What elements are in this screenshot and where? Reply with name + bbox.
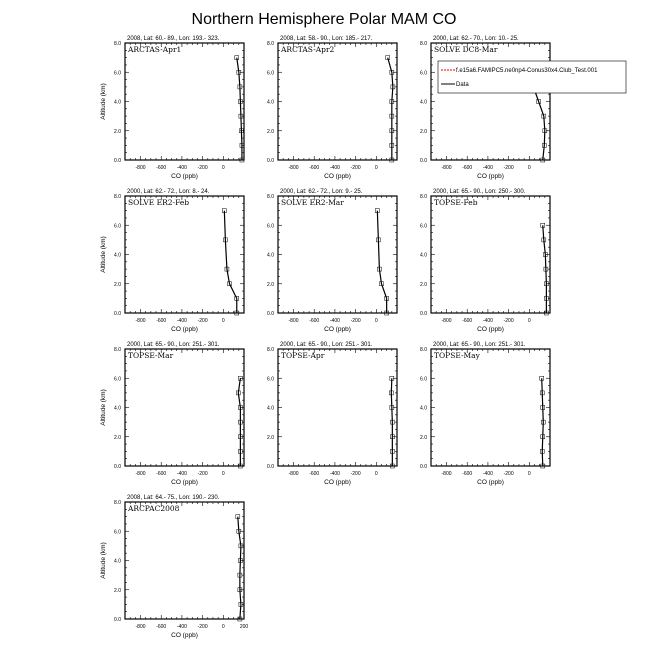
x-tick-label: -800 (135, 165, 146, 171)
y-tick-label: 8.0 (420, 41, 427, 47)
x-axis-label: CO (ppb) (477, 479, 504, 486)
x-axis-label: CO (ppb) (477, 173, 504, 180)
y-tick-label: 6.0 (420, 223, 427, 230)
x-tick-label: -800 (135, 624, 146, 630)
y-tick-label: 4.0 (114, 99, 121, 106)
x-tick-label: -600 (462, 471, 473, 477)
x-tick-label: -800 (441, 471, 452, 477)
panel-name: SOLVE ER2-Feb (128, 198, 190, 207)
x-tick-label: 0 (374, 471, 378, 477)
y-tick-label: 0.0 (267, 464, 274, 470)
y-tick-label: 2.0 (267, 434, 274, 441)
panel-1 (267, 36, 397, 180)
x-tick-label: -200 (197, 165, 208, 171)
plot-frame (125, 502, 244, 619)
x-tick-label: -200 (350, 165, 361, 171)
x-tick-label: 0 (221, 165, 225, 171)
panel-name: ARCPAC2008 (128, 504, 180, 513)
y-tick-label: 6.0 (267, 70, 274, 77)
y-tick-label: 8.0 (267, 41, 274, 47)
y-tick-label: 4.0 (267, 99, 274, 106)
x-tick-label: -600 (309, 471, 320, 477)
x-tick-label: -400 (329, 318, 340, 324)
panel-7 (267, 342, 397, 486)
x-tick-label: -400 (482, 318, 493, 324)
y-tick-label: 4.0 (114, 252, 121, 259)
y-tick-label: 8.0 (114, 41, 121, 47)
plot-frame (278, 349, 397, 466)
y-tick-label: 8.0 (114, 194, 121, 200)
chart-title: Northern Hemisphere Polar MAM CO (191, 11, 457, 28)
y-axis-label: Altitude (km) (100, 83, 107, 120)
y-tick-label: 6.0 (114, 223, 121, 230)
y-tick-label: 2.0 (267, 281, 274, 288)
legend-box (438, 61, 626, 93)
x-tick-label: -600 (309, 318, 320, 324)
panel-8 (420, 342, 550, 486)
panel-0 (100, 36, 244, 180)
y-tick-label: 0.0 (267, 158, 274, 164)
y-axis-label: Altitude (km) (100, 236, 107, 273)
y-tick-label: 2.0 (420, 128, 427, 135)
y-tick-label: 6.0 (420, 70, 427, 77)
y-tick-label: 6.0 (114, 70, 121, 77)
panel-9 (100, 495, 248, 639)
x-tick-label: -200 (197, 318, 208, 324)
y-tick-label: 8.0 (267, 347, 274, 353)
plot-frame (278, 43, 397, 160)
plot-frame (431, 349, 550, 466)
y-tick-label: 6.0 (114, 376, 121, 383)
panel-name: TOPSE-Feb (434, 198, 478, 207)
x-tick-label: -400 (176, 624, 187, 630)
x-tick-label: 200 (239, 624, 249, 630)
panel-subtitle: 2000, Lat: 65.- 90., Lon: 251.- 301. (433, 342, 526, 348)
panel-subtitle: 2000, Lat: 65.- 90., Lon: 250.- 300. (433, 189, 526, 195)
y-tick-label: 0.0 (114, 464, 121, 470)
y-tick-label: 8.0 (114, 347, 121, 353)
x-tick-label: 0 (374, 165, 378, 171)
x-tick-label: -400 (176, 471, 187, 477)
panel-subtitle: 2000, Lat: 62.- 72., Lon: 9.- 25. (280, 189, 363, 195)
data-line (237, 58, 242, 160)
x-tick-label: -600 (462, 318, 473, 324)
data-line (238, 517, 241, 619)
data-line (388, 58, 393, 160)
panel-3 (100, 189, 244, 333)
y-tick-label: 6.0 (267, 376, 274, 383)
x-tick-label: -200 (503, 318, 514, 324)
panel-name: TOPSE-Mar (128, 351, 174, 360)
legend (438, 61, 626, 93)
panel-4 (267, 189, 397, 333)
x-tick-label: 0 (221, 471, 225, 477)
x-tick-label: -200 (350, 318, 361, 324)
y-tick-label: 0.0 (114, 158, 121, 164)
y-tick-label: 4.0 (114, 405, 121, 412)
panel-5 (420, 189, 550, 333)
x-tick-label: -400 (176, 318, 187, 324)
x-tick-label: -800 (288, 165, 299, 171)
y-tick-label: 6.0 (267, 223, 274, 230)
y-tick-label: 0.0 (420, 311, 427, 317)
panel-subtitle: 2000, Lat: 65.- 90., Lon: 251.- 301. (280, 342, 373, 348)
panel-name: TOPSE-May (434, 351, 480, 360)
y-axis-label: Altitude (km) (100, 542, 107, 579)
y-tick-label: 2.0 (420, 434, 427, 441)
y-tick-label: 8.0 (420, 347, 427, 353)
y-tick-label: 2.0 (114, 434, 121, 441)
x-tick-label: 0 (221, 318, 225, 324)
x-tick-label: -400 (329, 471, 340, 477)
x-axis-label: CO (ppb) (171, 479, 198, 486)
data-line (542, 378, 544, 466)
y-tick-label: 4.0 (420, 99, 427, 106)
x-axis-label: CO (ppb) (171, 326, 198, 333)
y-tick-label: 4.0 (420, 405, 427, 412)
x-axis-label: CO (ppb) (477, 326, 504, 333)
x-tick-label: -800 (135, 471, 146, 477)
y-axis-label: Altitude (km) (100, 389, 107, 426)
x-axis-label: CO (ppb) (324, 173, 351, 180)
panel-name: ARCTAS-Apr1 (128, 45, 182, 54)
y-tick-label: 4.0 (267, 405, 274, 412)
y-tick-label: 0.0 (420, 158, 427, 164)
x-tick-label: -600 (309, 165, 320, 171)
y-tick-label: 8.0 (420, 194, 427, 200)
panel-subtitle: 2000, Lat: 65.- 90., Lon: 251.- 301. (127, 342, 220, 348)
panel-2 (420, 36, 550, 180)
y-tick-label: 4.0 (267, 252, 274, 259)
x-tick-label: -200 (503, 471, 514, 477)
x-axis-label: CO (ppb) (171, 632, 198, 639)
x-tick-label: -600 (156, 624, 167, 630)
data-line (391, 378, 392, 466)
plot-frame (431, 43, 550, 160)
legend-data-label: Data (456, 82, 469, 88)
y-tick-label: 2.0 (114, 587, 121, 594)
panel-name: ARCTAS-Apr2 (281, 45, 335, 54)
x-tick-label: -800 (135, 318, 146, 324)
x-axis-label: CO (ppb) (171, 173, 198, 180)
legend-model-label: f.e15a6.FAMIPC5.ne0np4-Conus30x4.Club_Test.001 (456, 68, 598, 74)
panel-subtitle: 2000, Lat: 62.- 70., Lon: 10.- 25. (433, 36, 519, 42)
y-tick-label: 2.0 (114, 281, 121, 288)
y-tick-label: 0.0 (420, 464, 427, 470)
x-tick-label: 0 (221, 624, 225, 630)
y-tick-label: 0.0 (114, 311, 121, 317)
y-tick-label: 4.0 (114, 558, 121, 565)
y-tick-label: 6.0 (114, 529, 121, 536)
panel-6 (100, 342, 244, 486)
y-tick-label: 6.0 (420, 376, 427, 383)
panel-name: SOLVE ER2-Mar (281, 198, 344, 207)
x-tick-label: -800 (288, 471, 299, 477)
panels (100, 36, 550, 639)
x-tick-label: -400 (482, 165, 493, 171)
x-tick-label: -400 (329, 165, 340, 171)
x-tick-label: -800 (288, 318, 299, 324)
y-tick-label: 0.0 (267, 311, 274, 317)
panel-name: TOPSE-Apr (281, 351, 325, 360)
plot-frame (125, 43, 244, 160)
x-tick-label: 0 (527, 471, 531, 477)
x-tick-label: -200 (197, 471, 208, 477)
x-tick-label: 0 (527, 165, 531, 171)
x-axis-label: CO (ppb) (324, 479, 351, 486)
x-tick-label: -800 (441, 165, 452, 171)
y-tick-label: 8.0 (114, 500, 121, 506)
x-tick-label: -200 (197, 624, 208, 630)
panel-subtitle: 2008, Lat: 64.- 75., Lon: 190.- 230. (127, 495, 220, 501)
panel-subtitle: 2008, Lat: 60.- 89., Lon: 193.- 323. (127, 36, 220, 42)
panel-subtitle: 2008, Lat: 58.- 90., Lon: 185.- 217. (280, 36, 373, 42)
data-line (533, 87, 544, 160)
x-tick-label: -400 (482, 471, 493, 477)
plot-frame (431, 196, 550, 313)
x-tick-label: -600 (156, 165, 167, 171)
panel-name: SOLVE DC8-Mar (434, 45, 498, 54)
x-tick-label: -600 (156, 471, 167, 477)
y-tick-label: 4.0 (420, 252, 427, 259)
x-tick-label: -200 (503, 165, 514, 171)
y-tick-label: 2.0 (420, 281, 427, 288)
x-tick-label: 0 (374, 318, 378, 324)
x-axis-label: CO (ppb) (324, 326, 351, 333)
x-tick-label: -800 (441, 318, 452, 324)
plot-frame (125, 349, 244, 466)
x-tick-label: -400 (176, 165, 187, 171)
data-line (377, 211, 386, 313)
x-tick-label: -600 (156, 318, 167, 324)
panel-subtitle: 2000, Lat: 62.- 72., Lon: 8.- 24. (127, 189, 210, 195)
x-tick-label: -600 (462, 165, 473, 171)
y-tick-label: 2.0 (114, 128, 121, 135)
y-tick-label: 0.0 (114, 617, 121, 623)
y-tick-label: 2.0 (267, 128, 274, 135)
x-tick-label: 0 (527, 318, 531, 324)
y-tick-label: 8.0 (267, 194, 274, 200)
x-tick-label: -200 (350, 471, 361, 477)
